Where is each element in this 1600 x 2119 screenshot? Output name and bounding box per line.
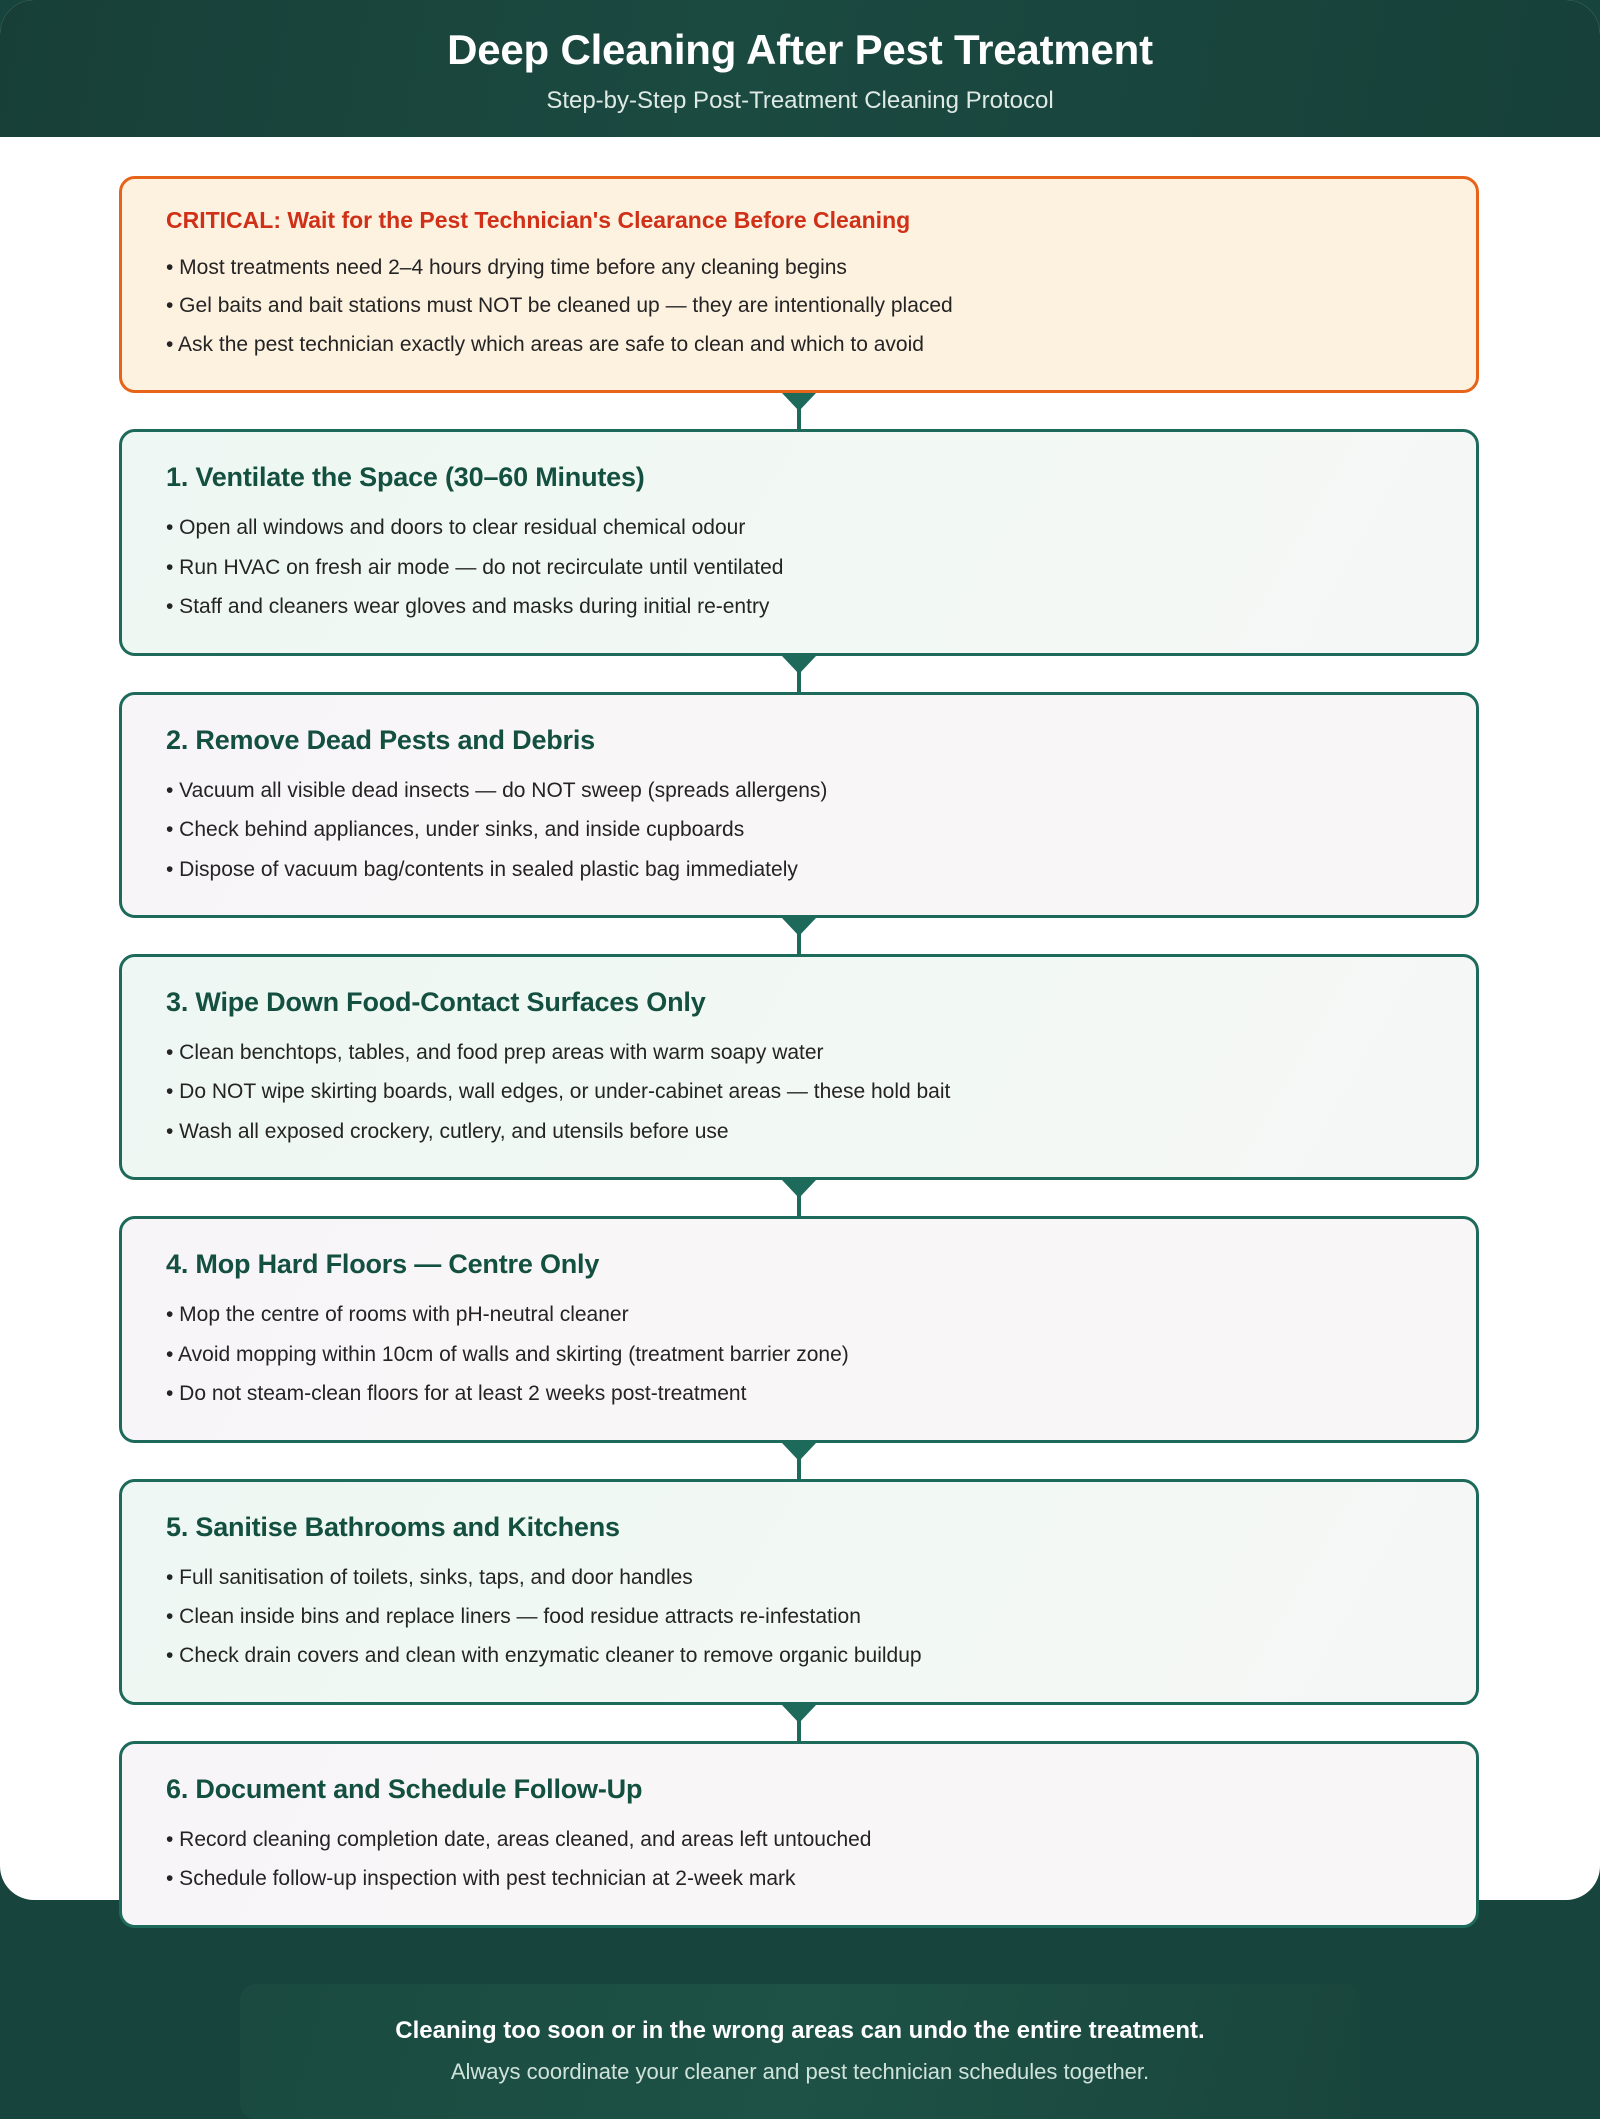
list-item: • Do NOT wipe skirting boards, wall edges, or under-cabinet areas — these hold bait: [166, 1080, 951, 1104]
connector-arrow-3: [119, 1180, 1479, 1216]
list-item: • Clean benchtops, tables, and food prep areas with warm soapy water: [166, 1040, 824, 1064]
arrow-down-icon: [782, 393, 816, 411]
step-box-4: [119, 1216, 1479, 1442]
footer-banner: [240, 1984, 1360, 2119]
list-item: • Run HVAC on fresh air mode — do not recirculate until ventilated: [166, 555, 784, 579]
critical-warning-list: [166, 253, 1432, 360]
step-bullet-list: [166, 1825, 1432, 1895]
list-item: • Most treatments need 2–4 hours drying time before any cleaning begins: [166, 256, 847, 279]
step-bullet-list: [166, 513, 1432, 622]
step-bullet-list: [166, 1563, 1432, 1672]
connector-arrow-2: [119, 918, 1479, 954]
list-item: • Check drain covers and clean with enzymatic cleaner to remove organic buildup: [166, 1644, 922, 1668]
arrow-down-icon: [782, 1705, 816, 1723]
list-item: • Avoid mopping within 10cm of walls and skirting (treatment barrier zone): [166, 1342, 849, 1366]
step-bullet-list: [166, 1038, 1432, 1147]
footer-container: [0, 1984, 1600, 2119]
connector-arrow-5: [119, 1705, 1479, 1741]
step-title: 4. Mop Hard Floors — Centre Only: [166, 1249, 600, 1280]
list-item: • Wash all exposed crockery, cutlery, and utensils before use: [166, 1119, 729, 1143]
connector-arrow-0: [119, 393, 1479, 429]
arrow-down-icon: [782, 656, 816, 674]
step-box-1: [119, 429, 1479, 655]
step-title: 6. Document and Schedule Follow-Up: [166, 1773, 643, 1804]
list-item: • Schedule follow-up inspection with pest technician at 2-week mark: [166, 1867, 796, 1891]
flow-container: [0, 176, 1600, 2119]
arrow-down-icon: [782, 1443, 816, 1461]
connector-arrow-1: [119, 656, 1479, 692]
step-box-2: [119, 692, 1479, 918]
list-item: • Ask the pest technician exactly which areas are safe to clean and which to avoid: [166, 332, 924, 356]
step-title: 5. Sanitise Bathrooms and Kitchens: [166, 1511, 620, 1542]
list-item: • Record cleaning completion date, areas cleaned, and areas left untouched: [166, 1827, 872, 1851]
list-item: • Staff and cleaners wear gloves and masks during initial re-entry: [166, 595, 770, 619]
critical-warning-heading: CRITICAL: Wait for the Pest Technician's Clearance Before Cleaning: [166, 207, 911, 233]
header-banner: [0, 0, 1600, 137]
footer-sub-text: Always coordinate your cleaner and pest technician schedules together.: [450, 2058, 1150, 2084]
connector-arrow-4: [119, 1443, 1479, 1479]
page-subtitle: Step-by-Step Post-Treatment Cleaning Protocol: [546, 86, 1054, 114]
step-box-6: [119, 1741, 1479, 1928]
step-title: 2. Remove Dead Pests and Debris: [166, 724, 595, 755]
arrow-down-icon: [782, 1180, 816, 1198]
list-item: • Mop the centre of rooms with pH-neutral cleaner: [166, 1303, 629, 1327]
step-box-5: [119, 1479, 1479, 1705]
step-bullet-list: [166, 776, 1432, 885]
list-item: • Clean inside bins and replace liners — food residue attracts re-infestation: [166, 1605, 861, 1628]
step-bullet-list: [166, 1300, 1432, 1409]
arrow-down-icon: [782, 918, 816, 936]
list-item: • Open all windows and doors to clear residual chemical odour: [166, 516, 746, 540]
list-item: • Vacuum all visible dead insects — do NOT sweep (spreads allergens): [166, 778, 828, 802]
footer-main-text: Cleaning too soon or in the wrong areas can undo the entire treatment.: [395, 2016, 1205, 2044]
step-title: 3. Wipe Down Food-Contact Surfaces Only: [166, 986, 706, 1017]
list-item: • Check behind appliances, under sinks, and inside cupboards: [166, 818, 745, 842]
list-item: • Do not steam-clean floors for at least 2 weeks post-treatment: [166, 1382, 747, 1406]
list-item: • Dispose of vacuum bag/contents in sealed plastic bag immediately: [166, 857, 798, 881]
step-title: 1. Ventilate the Space (30–60 Minutes): [166, 462, 645, 493]
critical-warning-box: [119, 176, 1479, 393]
step-box-3: [119, 954, 1479, 1180]
page-title: Deep Cleaning After Pest Treatment: [447, 26, 1153, 74]
list-item: • Full sanitisation of toilets, sinks, taps, and door handles: [166, 1565, 693, 1589]
list-item: • Gel baits and bait stations must NOT be cleaned up — they are intentionally placed: [166, 294, 953, 318]
